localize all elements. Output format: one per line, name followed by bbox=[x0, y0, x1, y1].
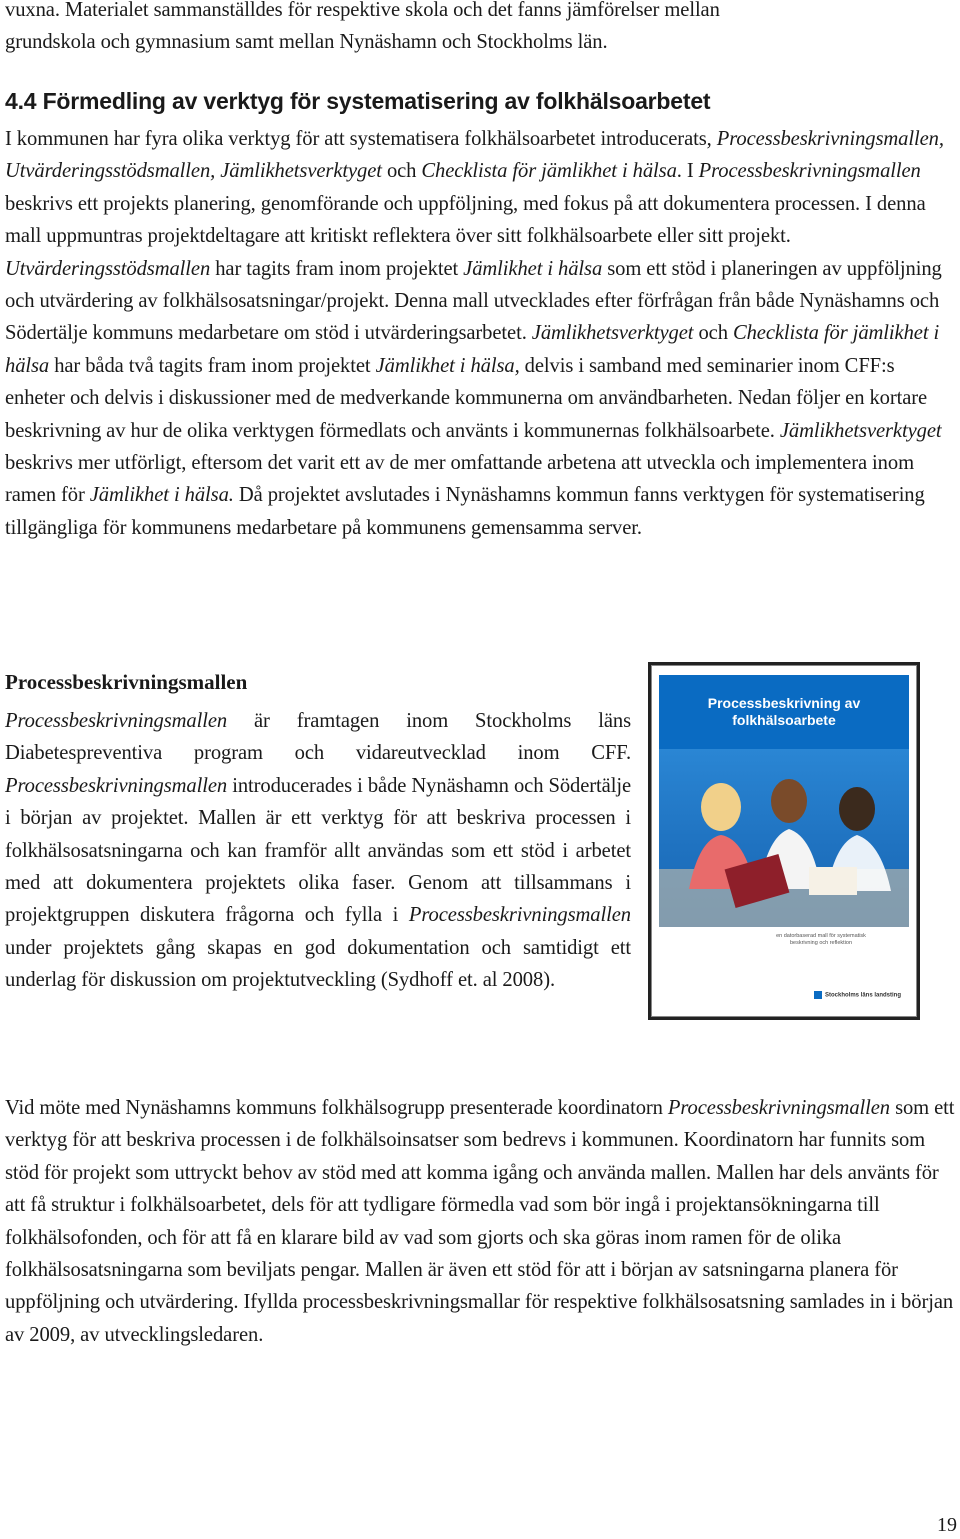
cover-caption-line: beskrivning och reflektion bbox=[789, 940, 853, 946]
text: beskrivs ett projekts planering, genomförande och uppföljning, med fokus på att dokumentera processen. I denna mall uppmuntras projektdeltagare att kritiskt reflektera över sitt folkhälsoarbete eller sitt projekt. bbox=[5, 192, 926, 248]
text: som ett verktyg för att beskriva processen i de folkhälsoinsatser som bedrevs i kommunen. Koordinatorn har funnits som stöd för projekt som uttryckt behov av stöd med att komma igång och använda mallen. Mallen har dels använts för att få struktur i folkhälsoarbetet, dels för att tydligare förmedla vad som bör ingå i projektansökningarna till folkhälsofonden, och för att få en klarare bild av vad som gjorts och ska göras inom ramen för de olika folkhälsosatsningarna som beviljats pengar. Mallen är även ett stöd för att i början av satsningarna planera för uppföljning och utvärdering. Ifyllda processbeskrivningsmallar för respektive folkhälsosatsning samlades in i början av 2009, av utvecklingsledaren. bbox=[5, 1097, 955, 1346]
text: har båda två tagits fram inom projektet bbox=[49, 354, 376, 377]
page-number: 19 bbox=[937, 1514, 957, 1536]
italic-text: Jämlikhetsverktyget bbox=[779, 419, 942, 442]
cover-title-line: Processbeskrivning av bbox=[707, 695, 861, 711]
section-heading: 4.4 Förmedling av verktyg för systematisering av folkhälsoarbetet bbox=[5, 88, 711, 114]
cover-title-band bbox=[659, 675, 909, 749]
person-head bbox=[771, 779, 807, 823]
text: under projektets gång skapas en god dokumentation och samtidigt ett underlag för diskussion om projektutveckling (Sydhoff et. al 2008). bbox=[5, 936, 631, 992]
cover-photo bbox=[659, 749, 909, 927]
italic-text: Processbeskrivningsmallen, Utvärderingsstödsmallen, Jämlikhetsverktyget bbox=[5, 128, 944, 183]
text: . I bbox=[676, 160, 699, 183]
paragraph-continued bbox=[5, 0, 955, 59]
cover-caption bbox=[741, 933, 901, 947]
cover-caption-line: en datorbaserad mall för systematisk bbox=[776, 933, 866, 939]
line: vuxna. Materialet sammanställdes för respektive skola och det fanns jämförelser mellan bbox=[5, 0, 720, 21]
text: delvis i samband med seminarier inom CFF:s enheter och delvis i diskussioner med de medverkande kommunerna om användbarheten. Nedan följer en kortare beskrivning av hur de olika verktygen förmedlats och använts i kommunernas folkhälsoarbete. bbox=[5, 354, 928, 442]
text: I kommunen har fyra olika verktyg för att systematisera folkhälsoarbetet introducerats, bbox=[5, 128, 717, 150]
paragraph-intro bbox=[5, 123, 957, 544]
paragraph-process-template bbox=[5, 705, 631, 997]
text: Då projektet avslutades i Nynäshamns kommun fanns verktygen för systematisering tillgängliga för kommunens medarbetare på kommunens gemensamma server. bbox=[5, 484, 925, 539]
text: och bbox=[381, 160, 422, 183]
italic-text: Processbeskrivningsmallen bbox=[698, 160, 921, 183]
text: introducerades i både Nynäshamn och Södertälje i början av projektet. Mallen är ett verktyg för att beskriva processen i folkhälsosatsningarna och kan framför allt användas som ett stöd i arbetet med att dokumentera projektets olika faser. Genom att tillsammans i projektgruppen diskutera frågorna och fylla i bbox=[5, 774, 631, 927]
text: och bbox=[693, 322, 733, 345]
paper-shape bbox=[809, 867, 857, 895]
sll-logo-icon bbox=[814, 991, 822, 999]
person-head bbox=[701, 783, 741, 831]
italic-text: Checklista för jämlikhet i hälsa bbox=[5, 322, 940, 377]
text: är framtagen inom Stockholms läns Diabetespreventiva program och vidareutvecklad inom CFF. bbox=[5, 710, 631, 765]
people-illustration bbox=[659, 749, 909, 927]
italic-text: Checklista för jämlikhet i hälsa bbox=[421, 160, 677, 183]
italic-text: Processbeskrivningsmallen bbox=[408, 904, 631, 927]
cover-publisher bbox=[814, 991, 901, 999]
italic-text: Processbeskrivningsmallen bbox=[5, 710, 228, 732]
cover-publisher-text: Stockholms läns landsting bbox=[824, 992, 901, 999]
cover-image bbox=[648, 662, 920, 1020]
line: grundskola och gymnasium samt mellan Nynäshamn och Stockholms län. bbox=[5, 31, 608, 54]
italic-text: Utvärderingsstödsmallen bbox=[5, 257, 211, 280]
text: Vid möte med Nynäshamns kommuns folkhälsogrupp presenterade koordinatorn bbox=[5, 1097, 668, 1119]
italic-text: Jämlikhet i hälsa bbox=[463, 257, 603, 280]
italic-text: Processbeskrivningsmallen bbox=[5, 774, 228, 797]
text: beskrivs mer utförligt, eftersom det varit ett av de mer omfattande arbetena att utveckla och implementera inom ramen för bbox=[5, 452, 914, 507]
person-head bbox=[839, 787, 875, 831]
italic-text: Jämlikhet i hälsa. bbox=[89, 484, 234, 507]
text: har tagits fram inom projektet bbox=[210, 257, 464, 280]
italic-text: Jämlikhetsverktyget bbox=[531, 322, 694, 345]
text: som ett stöd i planeringen av uppföljning och utvärdering av folkhälsosatsningar/projekt. Denna mall utvecklades efter förfrågan från både Nynäshamns och Södertälje kommuns medarbetare om stöd i utvärderingsarbetet. bbox=[5, 257, 942, 345]
italic-text: Processbeskrivningsmallen bbox=[667, 1097, 891, 1119]
paragraph-meeting bbox=[5, 1092, 959, 1351]
cover-title-line: folkhälsoarbete bbox=[732, 712, 836, 728]
sub-heading: Processbeskrivningsmallen bbox=[5, 670, 248, 694]
italic-text: Jämlikhet i hälsa, bbox=[375, 354, 520, 377]
